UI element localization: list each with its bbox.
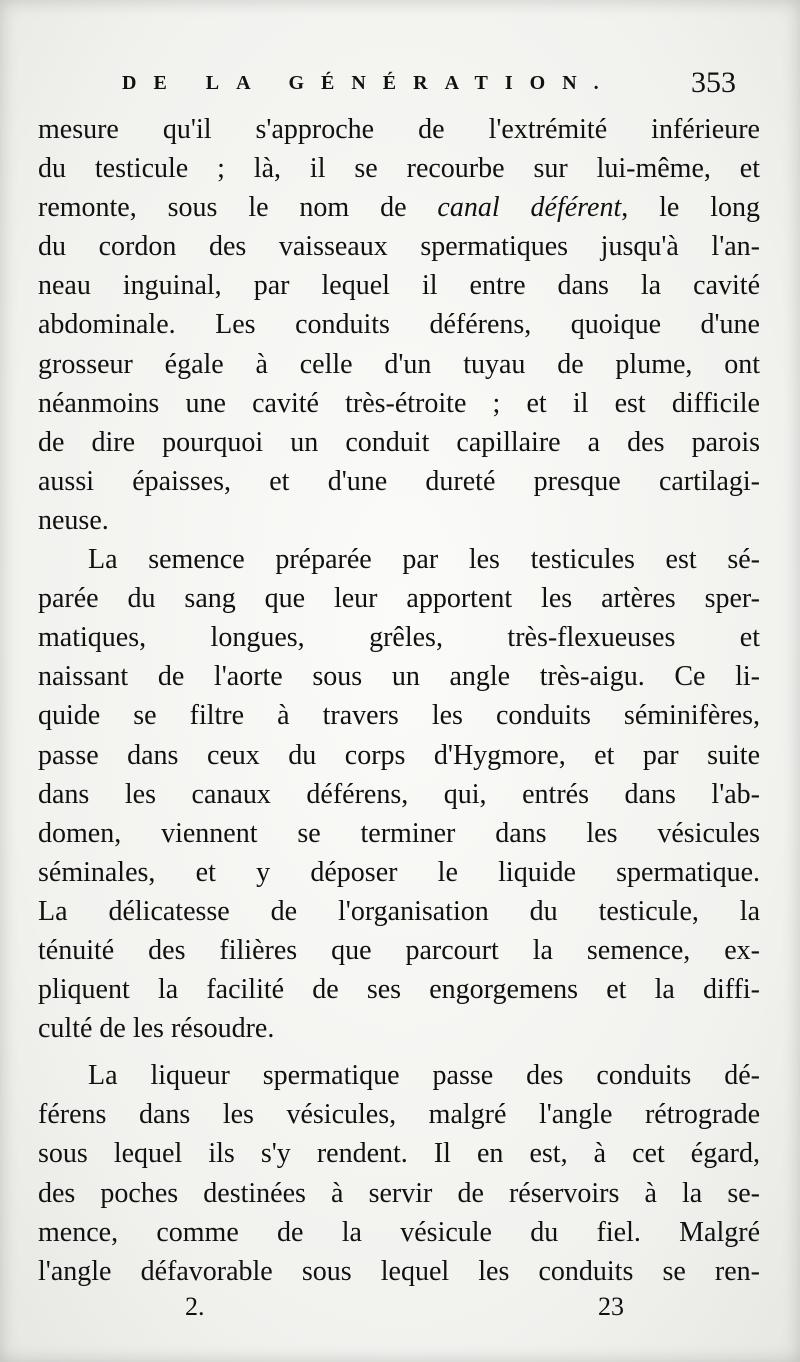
- sheet-number: 23: [598, 1292, 624, 1321]
- text-line: de dire pourquoi un conduit capillaire a des parois: [38, 426, 760, 458]
- text-line: culté de les résoudre.: [38, 1013, 275, 1045]
- page-footer: [0, 1292, 800, 1332]
- text-line: [38, 188, 760, 227]
- text-line: matiques, longues, grêles, très-flexueuses et: [38, 622, 760, 654]
- text-line: quide se filtre à travers les conduits séminifères,: [38, 700, 760, 732]
- text-line: naissant de l'aorte sous un angle très-aigu. Ce li-: [38, 661, 760, 693]
- text-line: La délicatesse de l'organisation du testicule, la: [38, 895, 760, 927]
- text-line: l'angle défavorable sous lequel les conduits se ren-: [38, 1255, 760, 1287]
- text-line: néanmoins une cavité très-étroite ; et il est difficile: [38, 387, 760, 419]
- text-line: férens dans les vésicules, malgré l'angle rétrograde: [38, 1099, 760, 1131]
- text-line: La semence préparée par les testicules est sé-: [88, 544, 760, 576]
- signature-mark: 2.: [185, 1292, 205, 1321]
- text-line: parée du sang que leur apportent les artères sper-: [38, 583, 760, 615]
- text-line: du testicule ; là, il se recourbe sur lui-même, et: [38, 153, 760, 185]
- text-line: séminales, et y déposer le liquide spermatique.: [38, 856, 760, 888]
- text-line: aussi épaisses, et d'une dureté presque cartilagi-: [38, 465, 760, 497]
- text-line: La liqueur spermatique passe des conduits dé-: [88, 1060, 760, 1092]
- paragraph-gap: [38, 1048, 760, 1056]
- page-header: [122, 66, 742, 106]
- text-line: du cordon des vaisseaux spermatiques jusqu'à l'an-: [38, 231, 760, 263]
- text-line: dans les canaux déférens, qui, entrés dans l'ab-: [38, 778, 760, 810]
- text-line: abdominale. Les conduits déférens, quoique d'une: [38, 309, 760, 341]
- page-number: 353: [691, 66, 736, 99]
- text-line: mence, comme de la vésicule du fiel. Malgré: [38, 1216, 760, 1248]
- text-span: , le long: [621, 192, 760, 224]
- text-line: sous lequel ils s'y rendent. Il en est, à cet égard,: [38, 1138, 760, 1170]
- text-line: des poches destinées à servir de réservoirs à la se-: [38, 1177, 760, 1209]
- text-line: grosseur égale à celle d'un tuyau de plume, ont: [38, 348, 760, 380]
- paragraph-2: [38, 540, 760, 1048]
- text-span: remonte, sous le nom de: [38, 192, 438, 224]
- text-line: mesure qu'il s'approche de l'extrémité inférieure: [38, 114, 760, 145]
- running-title: DE LA GÉNÉRATION.: [122, 72, 616, 94]
- text-line: pliquent la facilité de ses engorgemens et la diffi-: [38, 974, 760, 1006]
- body-text: [38, 110, 760, 1291]
- italic-term: canal déférent: [437, 192, 622, 224]
- text-line: neuse.: [38, 504, 109, 536]
- text-line: domen, viennent se terminer dans les vésicules: [38, 817, 760, 849]
- paragraph-1: [38, 110, 760, 540]
- paragraph-3: [38, 1056, 760, 1291]
- text-line: passe dans ceux du corps d'Hygmore, et par suite: [38, 739, 760, 771]
- text-line: neau inguinal, par lequel il entre dans la cavité: [38, 270, 760, 302]
- text-line: ténuité des filières que parcourt la semence, ex-: [38, 934, 760, 966]
